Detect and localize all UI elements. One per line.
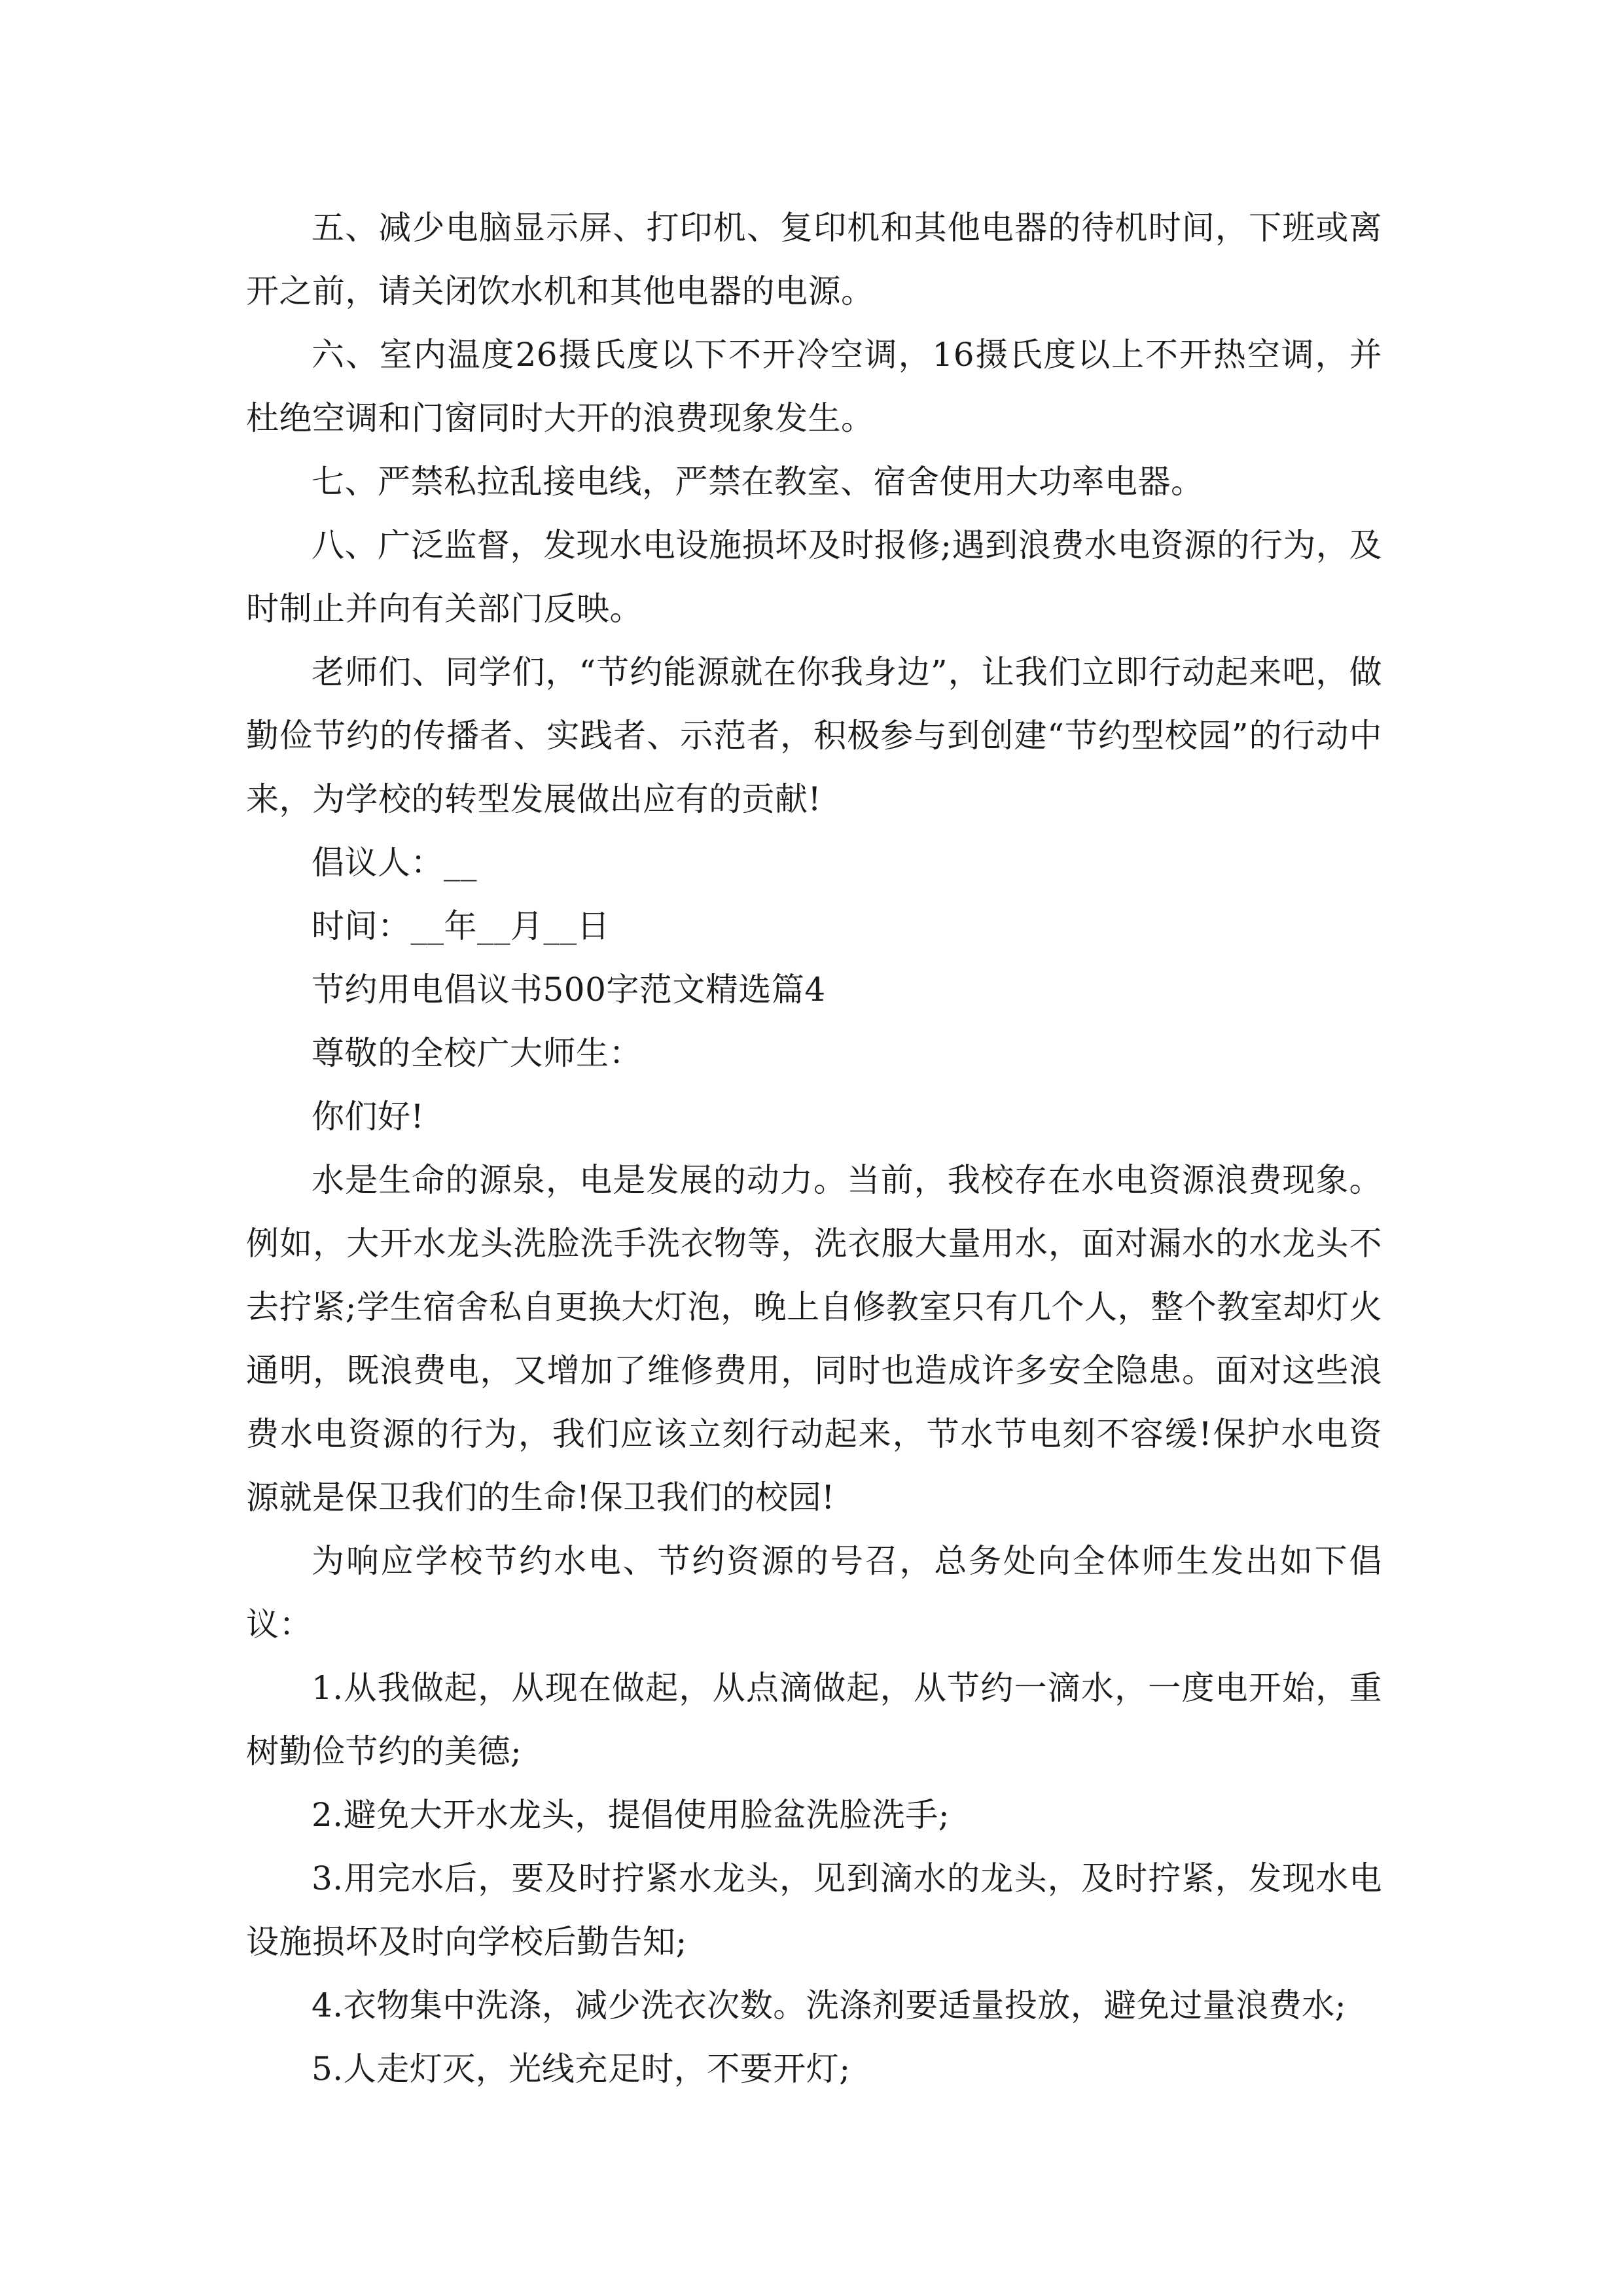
proposal-item-3: 3.用完水后，要及时拧紧水龙头，见到滴水的龙头，及时拧紧，发现水电设施损坏及时向学校后勤告知; [246, 1859, 1382, 1961]
body-paragraph-proposal-intro: 为响应学校节约水电、节约资源的号召，总务处向全体师生发出如下倡议： [246, 1542, 1382, 1643]
greeting: 你们好! [312, 1098, 425, 1136]
salutation: 尊敬的全校广大师生： [312, 1034, 642, 1072]
section-heading: 节约用电倡议书500字范文精选篇4 [312, 971, 826, 1009]
document-body [246, 196, 1382, 2101]
paragraph-item-8: 八、广泛监督，发现水电设施损坏及时报修;遇到浪费水电资源的行为，及时制止并向有关部门反映。 [246, 526, 1382, 628]
paragraph-item-7: 七、严禁私拉乱接电线，严禁在教室、宿舍使用大功率电器。 [312, 463, 1204, 501]
initiator-line: 倡议人：__ [312, 844, 477, 882]
paragraph-item-6: 六、室内温度26摄氏度以下不开冷空调，16摄氏度以上不开热空调，并杜绝空调和门窗同时大开的浪费现象发生。 [246, 336, 1382, 437]
proposal-item-2: 2.避免大开水龙头，提倡使用脸盆洗脸洗手; [312, 1796, 950, 1834]
paragraph-item-5: 五、减少电脑显示屏、打印机、复印机和其他电器的待机时间，下班或离开之前，请关闭饮水机和其他电器的电源。 [246, 209, 1382, 310]
date-line: 时间：__年__月__日 [312, 907, 610, 945]
closing-appeal-paragraph: 老师们、同学们，“节约能源就在你我身边”，让我们立即行动起来吧，做勤俭节约的传播者、实践者、示范者，积极参与到创建“节约型校园”的行动中来，为学校的转型发展做出应有的贡献! [246, 653, 1382, 818]
body-paragraph-water: 水是生命的源泉，电是发展的动力。当前，我校存在水电资源浪费现象。例如，大开水龙头洗脸洗手洗衣物等，洗衣服大量用水，面对漏水的水龙头不去拧紧;学生宿舍私自更换大灯泡，晚上自修教室只有几个人，整个教室却灯火通明，既浪费电，又增加了维修费用，同时也造成许多安全隐患。面对这些浪费水电资源的行为，我们应该立刻行动起来，节水节电刻不容缓!保护水电资源就是保卫我们的生命!保卫我们的校园! [246, 1161, 1382, 1516]
proposal-item-4: 4.衣物集中洗涤，减少洗衣次数。洗涤剂要适量投放，避免过量浪费水; [312, 1986, 1347, 2024]
proposal-item-5: 5.人走灯灭，光线充足时，不要开灯; [312, 2050, 851, 2088]
proposal-item-1: 1.从我做起，从现在做起，从点滴做起，从节约一滴水，一度电开始，重树勤俭节约的美德; [246, 1669, 1382, 1770]
